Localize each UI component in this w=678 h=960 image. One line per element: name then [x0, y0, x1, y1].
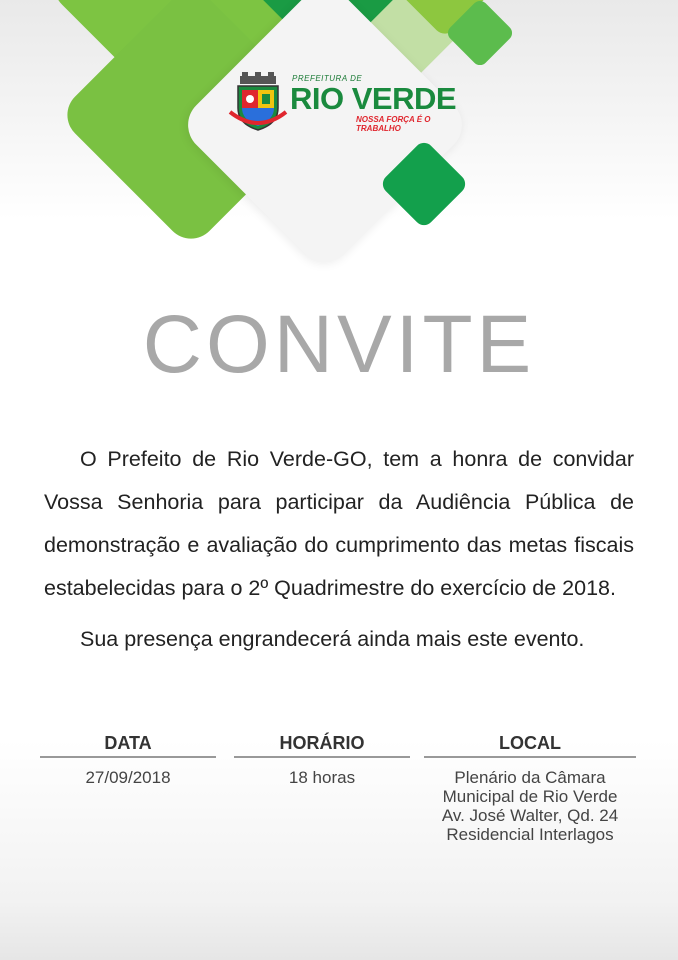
place-line: Av. José Walter, Qd. 24 — [441, 806, 619, 825]
place-column — [424, 730, 636, 844]
logo-city-name: RIO VERDE — [290, 81, 457, 116]
time-value: 18 horas — [288, 768, 356, 787]
page-title: CONVITE — [142, 299, 536, 390]
place-line: Residencial Interlagos — [446, 825, 614, 844]
date-value: 27/09/2018 — [85, 768, 171, 787]
city-crest-icon — [228, 72, 288, 132]
place-line: Municipal de Rio Verde — [442, 787, 618, 806]
place-line: Plenário da Câmara — [454, 768, 606, 787]
prefeitura-logo — [226, 70, 466, 136]
time-column — [234, 730, 410, 787]
invitation-body — [44, 438, 634, 661]
date-label: DATA — [40, 730, 216, 758]
date-column — [40, 730, 216, 787]
invitation-paragraph: O Prefeito de Rio Verde-GO, tem a honra de convidar Vossa Senhoria para participar da Audiência Pública de demonstração e avaliação do cumprimento das metas fiscais estabelecidas para o 2º Quadrimestre do exercício de 2018. — [44, 447, 634, 600]
logo-prefeitura-text: PREFEITURA DE — [292, 74, 363, 83]
time-label: HORÁRIO — [234, 730, 410, 758]
place-label: LOCAL — [424, 730, 636, 758]
place-value — [424, 768, 636, 844]
logo-slogan: NOSSA FORÇA É O TRABALHO — [356, 115, 431, 133]
closing-paragraph: Sua presença engrandecerá ainda mais este evento. — [80, 627, 585, 651]
